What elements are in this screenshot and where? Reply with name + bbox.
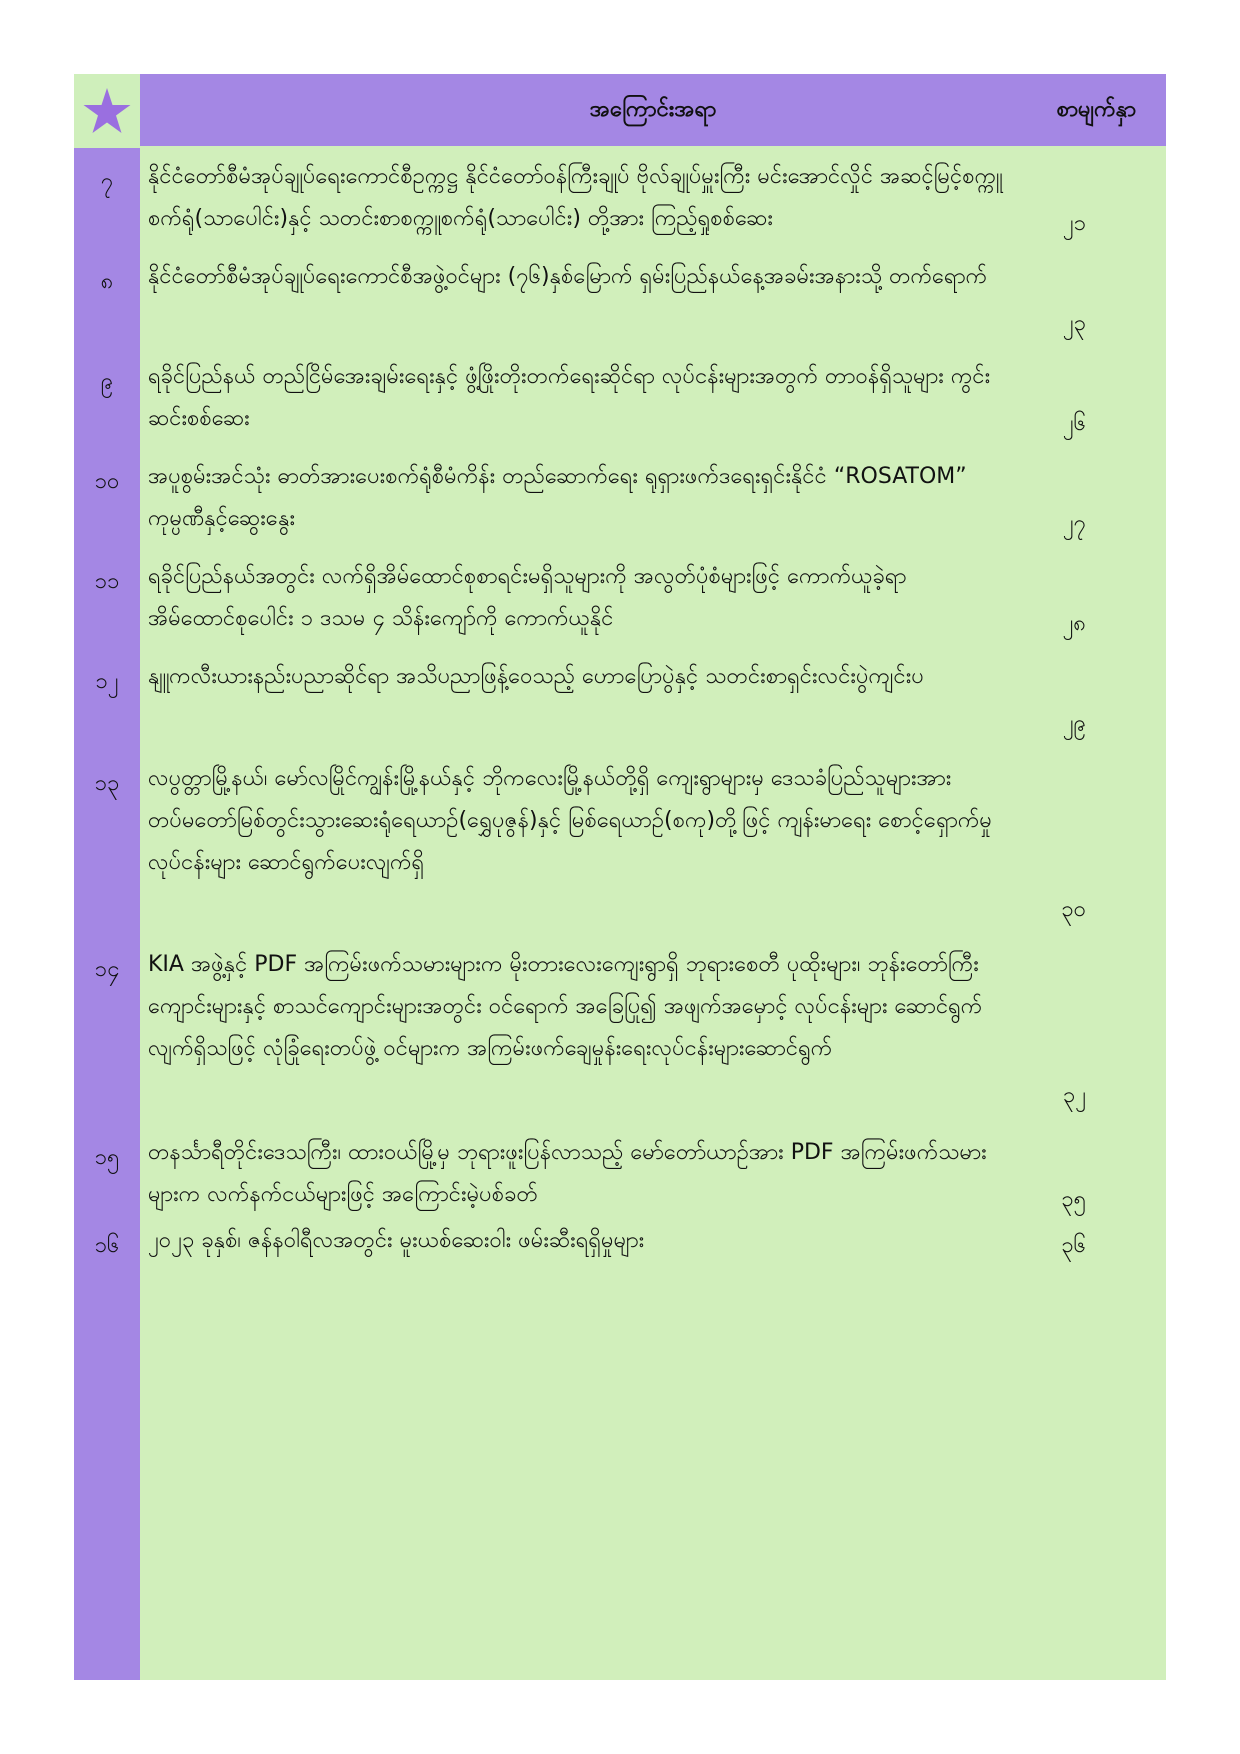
row-page: ၂၈ <box>1062 611 1086 636</box>
header-page-label: စာမျက်နှာ <box>1056 97 1136 122</box>
row-page: ၂၆ <box>1062 411 1086 436</box>
toc-row[interactable] <box>74 758 1166 938</box>
table-header <box>140 74 1166 146</box>
row-number: ၁၄ <box>94 957 120 982</box>
row-number: ၁၀ <box>94 469 120 494</box>
toc-row[interactable] <box>74 1132 1166 1232</box>
star-cell <box>74 74 140 148</box>
row-title[interactable]: ရခိုင်ပြည်နယ် တည်ငြိမ်အေးချမ်းရေးနှင့် ဖွံ့ဖြိုးတိုးတက်ရေးဆိုင်ရာ လုပ်ငန်းများအတွက် တာဝန်ရှိသူများ ကွင်းဆင်းစစ်ဆေး <box>148 364 991 431</box>
toc-table <box>74 74 1166 1680</box>
row-page: ၃၆ <box>1061 1233 1086 1258</box>
toc-row[interactable] <box>74 944 1166 1124</box>
row-title[interactable]: လပွတ္တာမြို့နယ်၊ မော်လမြိုင်ကျွန်းမြို့နယ်နှင့် ဘိုကလေးမြို့နယ်တို့ရှိ ကျေးရွာများမှ ဒေသခံပြည်သူများအား တပ်မတော်မြစ်တွင်းသွားဆေးရုံရေယာဉ်(ရွှေပုဇွန်)နှင့် မြစ်ရေယာဉ်(စကု)တို့ဖြင့် ကျန်းမာရေး စောင့်ရှောက်မှုလုပ်ငန်းများ ဆောင်ရွက်ပေးလျက်ရှိ <box>148 766 993 875</box>
row-page: ၂၁ <box>1062 211 1086 236</box>
toc-row[interactable] <box>74 656 1166 756</box>
row-number: ၁၆ <box>94 1233 120 1258</box>
row-title[interactable]: KIA အဖွဲ့နှင့် PDF အကြမ်းဖက်သမားများက မိုးတားလေးကျေးရွာရှိ ဘုရားစေတီ ပုထိုးများ၊ ဘုန်းတော်ကြီးကျောင်းများနှင့် စာသင်ကျောင်းများအတွင်း ဝင်ရောက် အခြေပြု၍ အဖျက်အမှောင့် လုပ်ငန်းများ ဆောင်ရွက်လျက်ရှိသဖြင့် လုံခြုံရေးတပ်ဖွဲ့ ဝင်များက အကြမ်းဖက်ချေမှုန်းရေးလုပ်ငန်းများဆောင်ရွက် <box>148 952 983 1061</box>
row-title[interactable]: နိုင်ငံတော်စီမံအုပ်ချုပ်ရေးကောင်စီအဖွဲ့ဝင်များ (၇၆)နှစ်မြောက် ရှမ်းပြည်နယ်နေ့အခမ်းအနားသို့ တက်ရောက် <box>148 264 988 289</box>
row-number: ၉ <box>100 369 114 394</box>
row-page: ၂၃ <box>1062 311 1086 336</box>
row-number: ၇ <box>100 169 114 194</box>
row-title[interactable]: ရခိုင်ပြည်နယ်အတွင်း လက်ရှိအိမ်ထောင်စုစာရင်းမရှိသူများကို အလွတ်ပုံစံများဖြင့် ကောက်ယူခဲ့ရာ အိမ်ထောင်စုပေါင်း ၁ ဒသမ ၄ သိန်းကျော်ကို ကောက်ယူနိုင် <box>148 564 907 631</box>
row-number: ၁၂ <box>95 669 119 694</box>
row-number: ၁၃ <box>94 771 120 796</box>
toc-row[interactable] <box>74 1220 1166 1270</box>
row-page: ၂၇ <box>1062 511 1086 536</box>
toc-row[interactable] <box>74 256 1166 356</box>
row-title[interactable]: အပူစွမ်းအင်သုံး ဓာတ်အားပေးစက်ရုံစီမံကိန်း တည်ဆောက်ရေး ရုရှားဖက်ဒရေးရှင်းနိုင်ငံ “ROSATOM” ကုမ္ပဏီနှင့်ဆွေးနွေး <box>148 464 967 531</box>
row-title[interactable]: နိုင်ငံတော်စီမံအုပ်ချုပ်ရေးကောင်စီဥက္ကဋ္ဌ နိုင်ငံတော်ဝန်ကြီးချုပ် ဗိုလ်ချုပ်မှူးကြီး မင်းအောင်လှိုင် အဆင့်မြင့်စက္ကူစက်ရုံ(သာပေါင်း)နှင့် သတင်းစာစက္ကူစက်ရုံ(သာပေါင်း) တို့အား ကြည့်ရှုစစ်ဆေး <box>148 164 1003 231</box>
row-number: ၁၁ <box>94 569 120 594</box>
row-title[interactable]: တနင်္သာရီတိုင်းဒေသကြီး၊ ထားဝယ်မြို့မှ ဘုရားဖူးပြန်လာသည့် မော်တော်ယာဉ်အား PDF အကြမ်းဖက်သမားများက လက်နက်ငယ်များဖြင့် အကြောင်းမဲ့ပစ်ခတ် <box>148 1140 987 1207</box>
toc-row[interactable] <box>74 556 1166 656</box>
star-icon <box>82 86 132 136</box>
row-title[interactable]: နျူကလီးယားနည်းပညာဆိုင်ရာ အသိပညာဖြန့်ဝေသည့် ဟောပြောပွဲနှင့် သတင်းစာရှင်းလင်းပွဲကျင်းပ <box>148 664 924 689</box>
row-page: ၃၀ <box>1061 897 1086 922</box>
row-page: ၂၉ <box>1062 711 1086 736</box>
row-page: ၃၂ <box>1062 1083 1086 1108</box>
toc-row[interactable] <box>74 456 1166 556</box>
row-number: ၈ <box>100 269 114 294</box>
row-page: ၃၅ <box>1061 1187 1086 1212</box>
toc-row[interactable] <box>74 356 1166 456</box>
header-title: အကြောင်းအရာ <box>589 97 717 122</box>
row-number: ၁၅ <box>94 1145 120 1170</box>
row-title[interactable]: ၂၀၂၃ ခုနှစ်၊ ဇန်နဝါရီလအတွင်း မူးယစ်ဆေးဝါး ဖမ်းဆီးရရှိမှုများ <box>148 1228 645 1253</box>
